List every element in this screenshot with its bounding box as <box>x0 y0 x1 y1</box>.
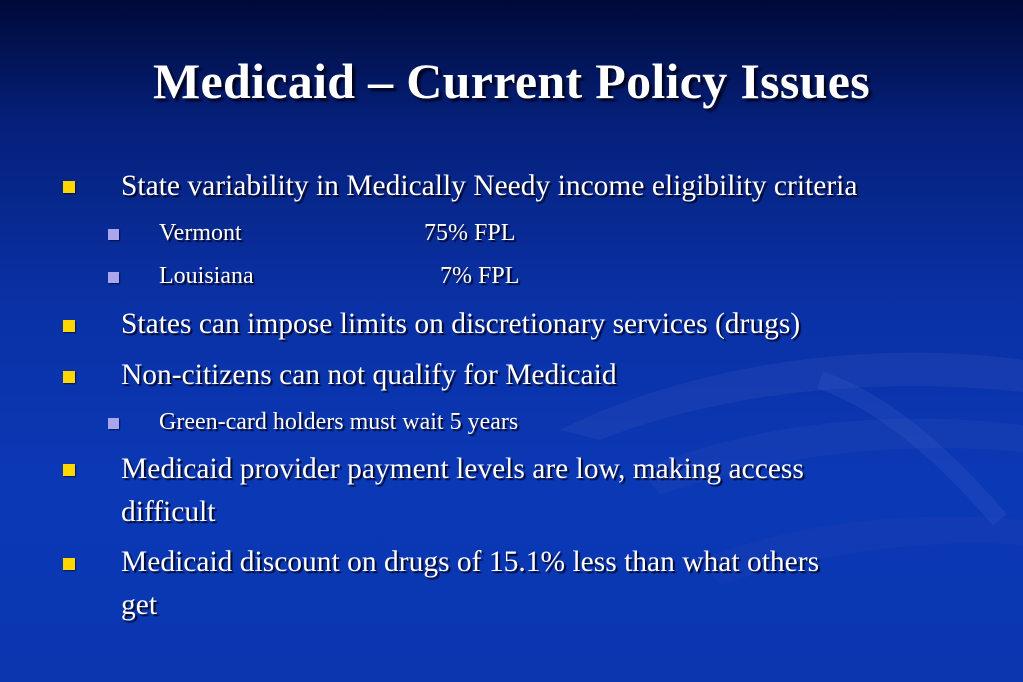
bullet-item: States can impose limits on discretionary services (drugs) <box>121 308 801 340</box>
bullet-item: State variability in Medically Needy income eligibility criteria <box>121 170 858 202</box>
sub-bullet-item: Green-card holders must wait 5 years <box>159 409 519 435</box>
bullet-item: Non-citizens can not qualify for Medicaid <box>121 359 617 391</box>
bullet-marker-square <box>63 371 75 383</box>
sub-bullet-marker-square <box>108 229 119 240</box>
bullet-item-line1: Medicaid provider payment levels are low, making access <box>121 453 804 485</box>
sub-bullet-item <box>159 261 579 291</box>
state-name: Vermont <box>159 220 242 246</box>
fpl-value: 75% FPL <box>424 220 516 246</box>
state-name: Louisiana <box>159 263 254 289</box>
bullet-marker-square <box>63 181 75 193</box>
fpl-value: 7% FPL <box>440 263 520 289</box>
sub-bullet-marker-square <box>108 418 119 429</box>
bullet-marker-square <box>63 464 75 476</box>
bullet-item-line2: difficult <box>121 496 216 528</box>
bullet-item-line2: get <box>121 589 158 621</box>
sub-bullet-marker-square <box>108 272 119 283</box>
bullet-marker-square <box>63 558 75 570</box>
sub-bullet-item <box>159 218 579 248</box>
bullet-item-line1: Medicaid discount on drugs of 15.1% less than what others <box>121 546 820 578</box>
bullet-marker-square <box>63 320 75 332</box>
slide-title: Medicaid – Current Policy Issues <box>153 53 870 109</box>
